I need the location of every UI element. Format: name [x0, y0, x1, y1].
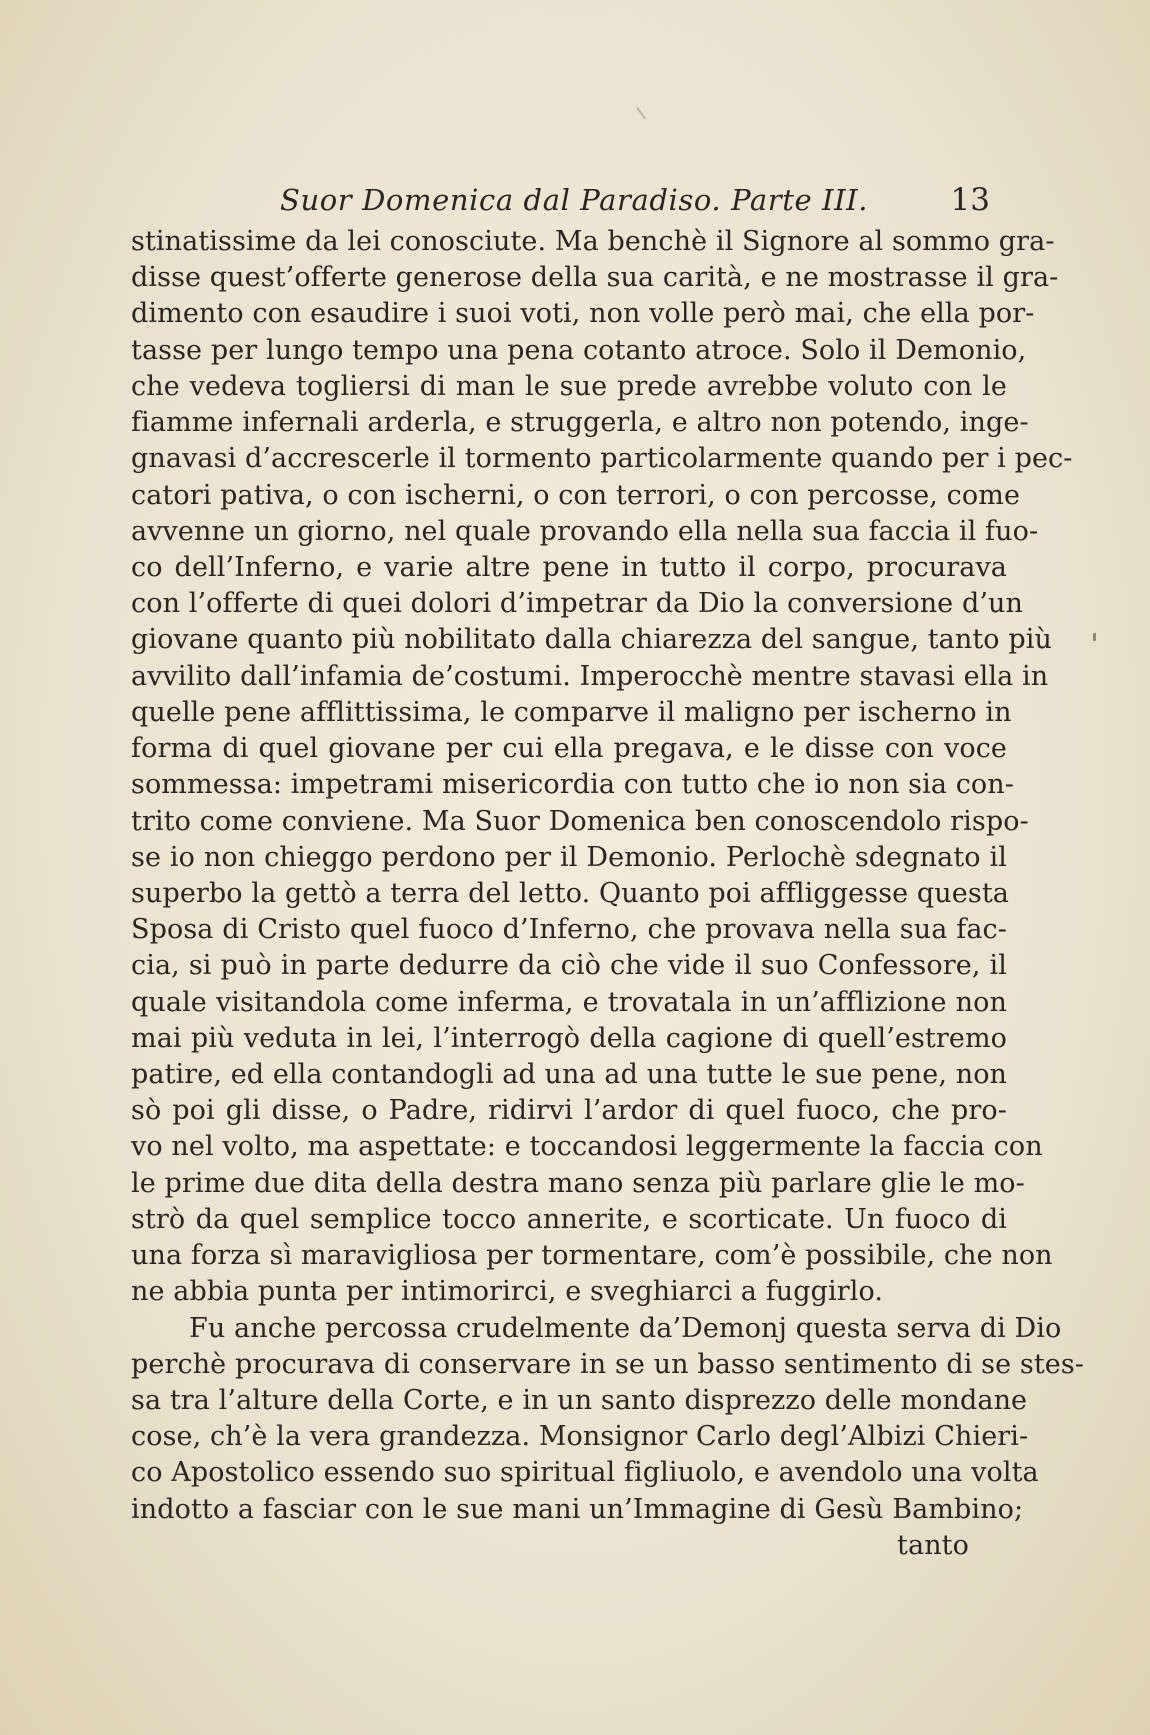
text-line: dimento con esaudire i suoi voti, non volle però mai, che ella por- — [131, 298, 1035, 330]
text-line: sa tra l’alture della Corte, e in un santo disprezzo delle mondane — [131, 1385, 1028, 1416]
text-line: strò da quel semplice tocco annerite, e scorticate. Un fuoco di — [131, 1203, 1007, 1235]
text-line: cia, si può in parte dedurre da ciò che vide il suo Confessore, il — [131, 950, 1007, 982]
text-line: stinatissime da lei conosciute. Ma benchè il Signore al sommo gra- — [131, 226, 1055, 257]
text-line: Sposa di Cristo quel fuoco d’Inferno, che provava nella sua fac- — [131, 914, 1007, 946]
text-line: gnavasi d’accrescerle il tormento particolarmente quando per i pec- — [131, 443, 1073, 475]
text-line: vo nel volto, ma aspettate: e toccandosi leggermente la faccia con — [131, 1131, 1043, 1163]
running-head — [280, 178, 990, 222]
text-line: co Apostolico essendo suo spiritual figliuolo, e avendolo una volta — [131, 1457, 1039, 1489]
text-line: una forza sì maravigliosa per tormentare, com’è possibile, che non — [131, 1240, 1053, 1272]
text-line: quale visitandola come inferma, e trovatala in un’afflizione non — [131, 986, 1007, 1018]
text-line: avvenne un giorno, nel quale provando ella nella sua faccia il fuo- — [131, 515, 1039, 547]
text-line: che vedeva togliersi di man le sue prede avrebbe voluto con le — [131, 370, 1007, 402]
text-line: disse quest’offerte generose della sua carità, e ne mostrasse il gra- — [131, 262, 1059, 294]
catchword: tanto — [897, 1529, 969, 1561]
text-line: superbo la gettò a terra del letto. Quanto poi affliggesse questa — [131, 877, 1009, 909]
text-line: perchè procurava di conservare in se un basso sentimento di se stes- — [131, 1348, 1085, 1380]
text-line: sommessa: impetrami misericordia con tutto che io non sia con- — [131, 769, 1015, 801]
text-line: fiamme infernali arderla, e struggerla, e altro non potendo, inge- — [131, 407, 1029, 439]
paper-speck — [1093, 633, 1096, 641]
text-line: ne abbia punta per intimorirci, e sveghiarci a fuggirlo. — [131, 1276, 884, 1308]
paragraph-1 — [131, 224, 1073, 1311]
text-line: indotto a fasciar con le sue mani un’Immagine di Gesù Bambino; — [131, 1493, 1024, 1525]
page-number: 13 — [950, 182, 990, 218]
running-title: Suor Domenica dal Paradiso. Parte III. — [280, 183, 869, 217]
text-line: patire, ed ella contandogli ad una ad una tutte le sue pene, non — [131, 1059, 1008, 1091]
text-line: trito come conviene. Ma Suor Domenica ben conoscendolo rispo- — [131, 805, 1029, 837]
text-line: con l’offerte di quei dolori d’impetrar da Dio la conversione d’un — [131, 588, 1023, 620]
text-line: co dell’Inferno, e varie altre pene in tutto il corpo, procurava — [131, 551, 1007, 583]
body-text — [131, 224, 1085, 1564]
text-line: quelle pene afflittissima, le comparve il maligno per ischerno in — [131, 696, 1012, 728]
text-line: catori pativa, o con ischerni, o con terrori, o con percosse, come — [131, 479, 1021, 511]
text-line: mai più veduta in lei, l’interrogò della cagione di quell’estremo — [131, 1022, 1007, 1054]
page-mark — [636, 107, 646, 120]
text-line: le prime due dita della destra mano senza più parlare glie le mo- — [131, 1167, 1025, 1199]
text-line: cose, ch’è la vera grandezza. Monsignor Carlo degl’Albizi Chieri- — [131, 1421, 1029, 1453]
text-line: Fu anche percossa crudelmente da’Demonj questa serva di Dio — [189, 1312, 1062, 1344]
text-line: forma di quel giovane per cui ella pregava, e le disse con voce — [131, 733, 1007, 765]
text-line: tasse per lungo tempo una pena cotanto atroce. Solo il Demonio, — [131, 334, 1027, 366]
text-line: avvilito dall’infamia de’costumi. Imperocchè mentre stavasi ella in — [131, 660, 1049, 692]
text-line: se io non chieggo perdono per il Demonio. Perlochè sdegnato il — [131, 841, 1007, 873]
text-line: sò poi gli disse, o Padre, ridirvi l’ardor di quel fuoco, che pro- — [131, 1095, 1007, 1127]
text-line: giovane quanto più nobilitato dalla chiarezza del sangue, tanto più — [131, 624, 1052, 656]
paragraph-2 — [131, 1311, 1085, 1528]
